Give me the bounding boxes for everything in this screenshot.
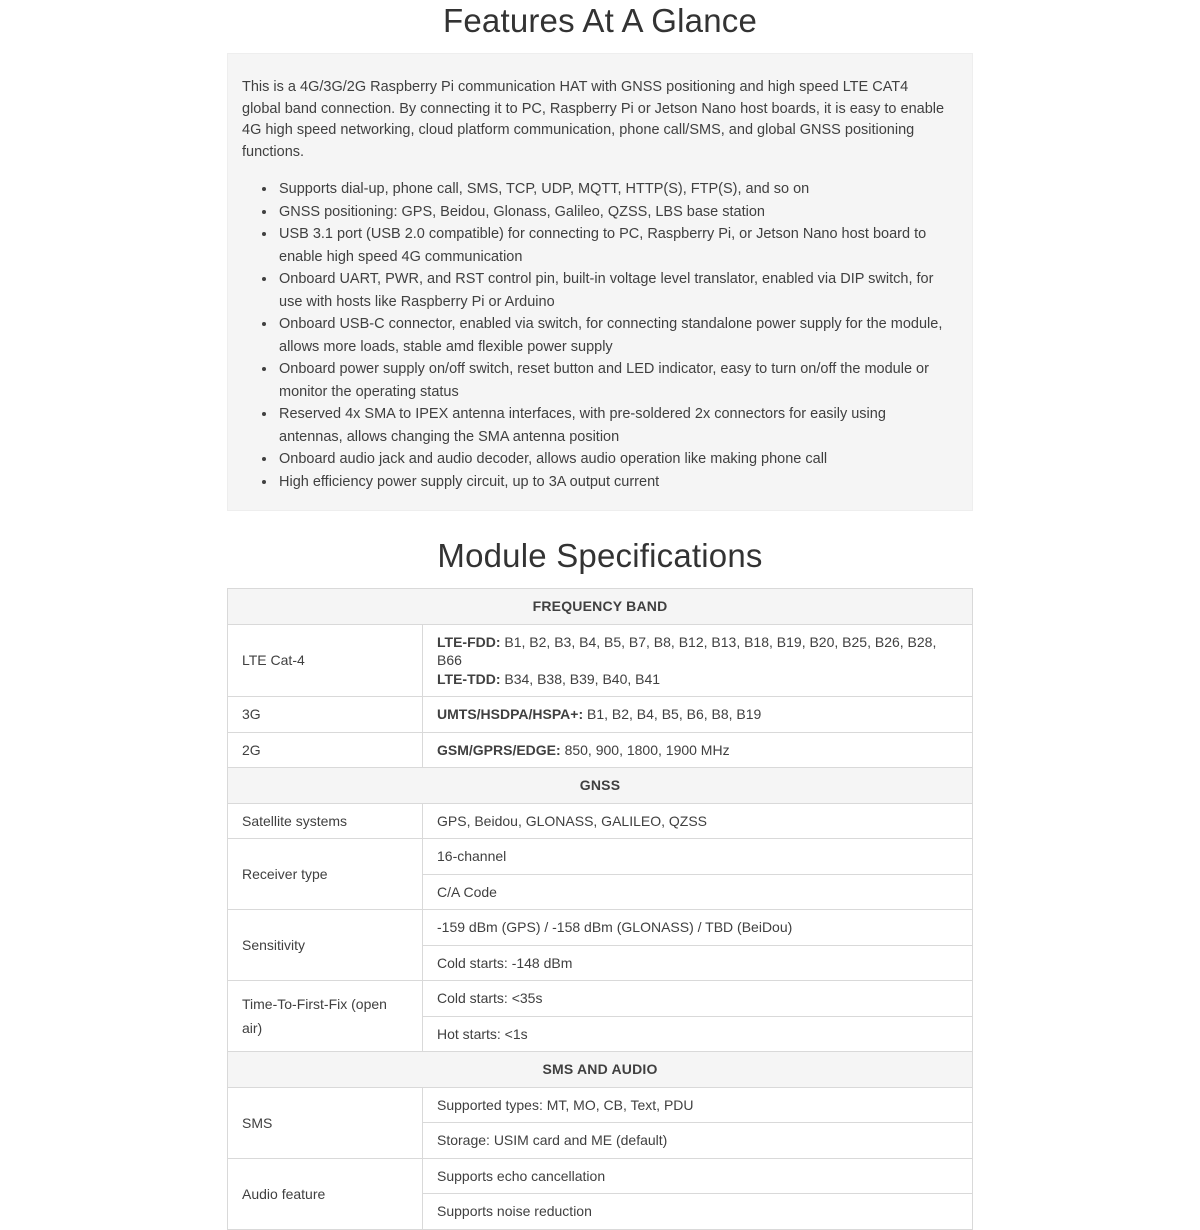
3g-bold-label: UMTS/HSDPA/HSPA+: xyxy=(437,706,584,722)
table-row xyxy=(228,732,973,768)
lte-fdd-label: LTE-FDD: xyxy=(437,633,501,650)
spec-value-sms-types: Supported types: MT, MO, CB, Text, PDU xyxy=(423,1087,973,1123)
spec-value-lte-bands xyxy=(423,624,973,697)
table-section-row xyxy=(228,768,973,804)
lte-fdd-value: B1, B2, B3, B4, B5, B7, B8, B12, B13, B18, B19, B20, B25, B26, B28, B66 xyxy=(437,633,937,668)
features-title: Features At A Glance xyxy=(442,2,758,39)
features-intro-paragraph: This is a 4G/3G/2G Raspberry Pi communication HAT with GNSS positioning and high speed LTE CAT4 global band connection. By connecting it to PC, Raspberry Pi or Jetson Nano host boards, it is easy to enable 4G high speed networking, cloud platform communication, phone call/SMS, and global GNSS positioning functions. xyxy=(242,79,945,160)
spec-label-2g: 2G xyxy=(228,732,423,768)
feature-item: • GNSS positioning: GPS, Beidou, Glonass, Galileo, QZSS, LBS base station xyxy=(277,201,948,224)
lte-fdd-line xyxy=(437,633,958,670)
features-list xyxy=(242,178,948,493)
feature-item: • Onboard USB-C connector, enabled via switch, for connecting standalone power supply for the module, allows more loads, stable amd flexible power supply xyxy=(277,313,948,358)
spec-value-receiver-channels: 16-channel xyxy=(423,839,973,875)
table-row xyxy=(228,981,973,1017)
feature-item: • Onboard UART, PWR, and RST control pin, built-in voltage level translator, enabled via DIP switch, for use with hosts like Raspberry Pi or Arduino xyxy=(277,268,948,313)
spec-value-ttff-hot: Hot starts: <1s xyxy=(423,1016,973,1052)
spec-value-sensitivity-tracking: -159 dBm (GPS) / -158 dBm (GLONASS) / TBD (BeiDou) xyxy=(423,910,973,946)
feature-item: • Reserved 4x SMA to IPEX antenna interfaces, with pre-soldered 2x connectors for easily using antennas, allows changing the SMA antenna position xyxy=(277,403,948,448)
spec-value-sensitivity-cold: Cold starts: -148 dBm xyxy=(423,945,973,981)
feature-item: • USB 3.1 port (USB 2.0 compatible) for connecting to PC, Raspberry Pi, or Jetson Nano host board to enable high speed 4G communication xyxy=(277,223,948,268)
table-row xyxy=(228,839,973,875)
table-section-row xyxy=(228,589,973,625)
table-section-row xyxy=(228,1052,973,1088)
spec-label-audio-feature: Audio feature xyxy=(228,1158,423,1229)
section-header-gnss: GNSS xyxy=(228,768,973,804)
spec-value-ttff-cold: Cold starts: <35s xyxy=(423,981,973,1017)
spec-label-3g: 3G xyxy=(228,697,423,733)
spec-value-audio-noise: Supports noise reduction xyxy=(423,1194,973,1230)
lte-tdd-line xyxy=(437,670,958,689)
table-row xyxy=(228,803,973,839)
specs-table xyxy=(227,588,973,1230)
table-row xyxy=(228,910,973,946)
lte-tdd-label: LTE-TDD: xyxy=(437,670,501,687)
specs-title: Module Specifications xyxy=(437,537,763,574)
table-row xyxy=(228,1087,973,1123)
spec-label-sensitivity: Sensitivity xyxy=(228,910,423,981)
table-row xyxy=(228,624,973,697)
spec-value-2g xyxy=(423,732,973,768)
spec-value-satellite-systems: GPS, Beidou, GLONASS, GALILEO, QZSS xyxy=(423,803,973,839)
2g-bold-label: GSM/GPRS/EDGE: xyxy=(437,741,561,758)
feature-item: • Onboard audio jack and audio decoder, allows audio operation like making phone call xyxy=(277,448,948,471)
table-row xyxy=(228,1158,973,1194)
content-column xyxy=(227,0,973,1230)
spec-value-3g xyxy=(423,697,973,733)
lte-tdd-value: B34, B38, B39, B40, B41 xyxy=(500,670,661,687)
spec-label-lte-cat4: LTE Cat-4 xyxy=(228,624,423,697)
feature-item: • Onboard power supply on/off switch, reset button and LED indicator, easy to turn on/off the module or monitor the operating status xyxy=(277,358,948,403)
table-row xyxy=(228,697,973,733)
spec-value-audio-echo: Supports echo cancellation xyxy=(423,1158,973,1194)
3g-value: B1, B2, B4, B5, B6, B8, B19 xyxy=(583,706,762,722)
feature-item: • High efficiency power supply circuit, up to 3A output current xyxy=(277,471,948,494)
section-header-sms-audio: SMS AND AUDIO xyxy=(228,1052,973,1088)
spec-value-sms-storage: Storage: USIM card and ME (default) xyxy=(423,1123,973,1159)
spec-value-receiver-code: C/A Code xyxy=(423,874,973,910)
spec-label-satellite-systems: Satellite systems xyxy=(228,803,423,839)
section-header-frequency-band: FREQUENCY BAND xyxy=(228,589,973,625)
2g-value: 850, 900, 1800, 1900 MHz xyxy=(560,741,730,758)
spec-label-receiver-type: Receiver type xyxy=(228,839,423,910)
feature-item: • Supports dial-up, phone call, SMS, TCP, UDP, MQTT, HTTP(S), FTP(S), and so on xyxy=(277,178,948,201)
spec-label-sms: SMS xyxy=(228,1087,423,1158)
spec-label-ttff: Time-To-First-Fix (open air) xyxy=(228,981,423,1052)
features-panel xyxy=(227,53,973,511)
